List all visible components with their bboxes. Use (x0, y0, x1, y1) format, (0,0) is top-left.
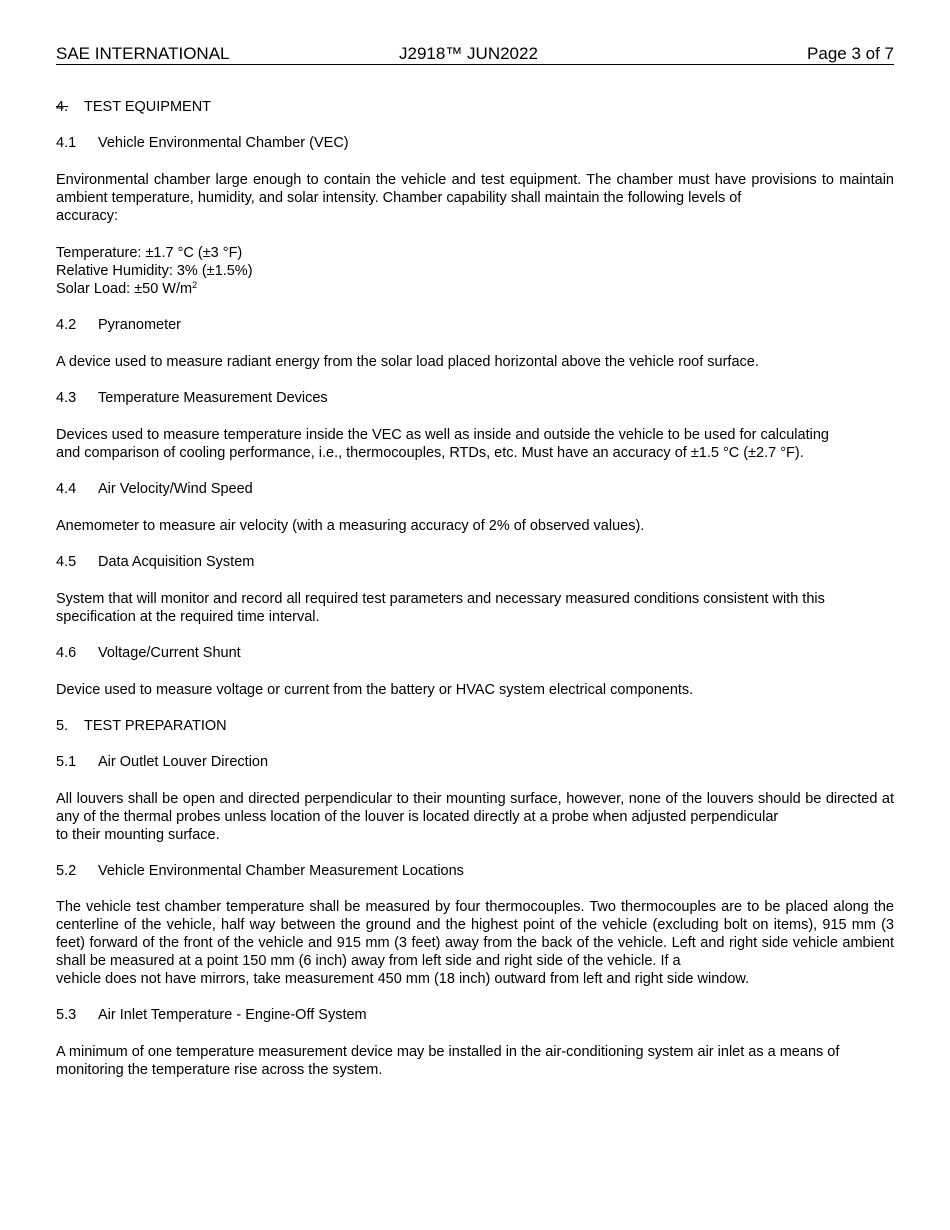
section-number: 4.3 (56, 390, 77, 406)
section-number: 5.2 (56, 863, 77, 879)
section-4-5-heading (56, 553, 894, 571)
section-number: 4.2 (56, 317, 77, 333)
section-title: TEST EQUIPMENT (84, 99, 212, 115)
header-organization: SAE INTERNATIONAL (56, 44, 230, 63)
paragraph-last-line: and comparison of cooling performance, i.e., thermocouples, RTDs, etc. Must have an accuracy of ±1.5 °C (±2.7 °F). (56, 445, 804, 461)
section-4-6-paragraph (56, 681, 894, 699)
section-number: 5.1 (56, 754, 77, 770)
section-5-1-heading (56, 753, 894, 771)
section-number: 4.5 (56, 554, 77, 570)
section-title: Vehicle Environmental Chamber Measurement Locations (98, 863, 464, 879)
section-5-3-heading (56, 1006, 894, 1024)
paragraph-text: Environmental chamber large enough to contain the vehicle and test equipment. The chamber must have provisions to maintain ambient temperature, humidity, and solar intensity. Chamber capability shall maintain the following levels of (56, 172, 894, 206)
solar-load-text: Solar Load: ±50 W/m (56, 281, 193, 297)
section-number: 5. (56, 718, 69, 734)
section-title: Vehicle Environmental Chamber (VEC) (98, 135, 349, 151)
paragraph-last-line: vehicle does not have mirrors, take measurement 450 mm (18 inch) outward from left and right side window. (56, 971, 750, 987)
section-4-heading (56, 98, 894, 116)
section-4-6-heading (56, 644, 894, 662)
section-number: 4.1 (56, 135, 77, 151)
section-5-2-paragraph (56, 898, 894, 988)
section-4-4-paragraph (56, 517, 894, 535)
section-title: TEST PREPARATION (84, 718, 227, 734)
section-4-3-heading (56, 389, 894, 407)
page-header (56, 44, 894, 65)
section-4-5-paragraph (56, 590, 894, 626)
paragraph-text: A minimum of one temperature measurement device may be installed in the air-conditioning system air inlet as a means of (56, 1044, 840, 1060)
section-4-2-paragraph (56, 353, 894, 371)
paragraph-last-line: specification at the required time interval. (56, 609, 320, 625)
section-title: Data Acquisition System (98, 554, 255, 570)
section-5-3-paragraph (56, 1043, 894, 1079)
accuracy-list (56, 244, 894, 298)
paragraph-last-line: accuracy: (56, 208, 119, 224)
paragraph-text: Devices used to measure temperature inside the VEC as well as inside and outside the vehicle to be used for calculating (56, 427, 829, 443)
section-4-2-heading (56, 316, 894, 334)
section-title: Air Inlet Temperature - Engine-Off System (98, 1007, 367, 1023)
section-5-heading (56, 717, 894, 735)
paragraph-text: The vehicle test chamber temperature shall be measured by four thermocouples. Two thermocouples are to be placed along the centerline of the vehicle, half way between the ground and the highest point of the vehicle (excluding bolt on items), 915 mm (3 feet) forward of the front of the vehicle and 915 mm (3 feet) away from the back of the vehicle. Left and right side vehicle ambient shall be measured at a point 150 mm (6 inch) away from left side and right side of the vehicle. If a (56, 899, 894, 969)
section-5-2-heading (56, 862, 894, 880)
section-number: 4.4 (56, 481, 77, 497)
section-title: Air Velocity/Wind Speed (98, 481, 253, 497)
section-4-1-heading (56, 134, 894, 152)
section-5-1-paragraph (56, 790, 894, 844)
section-number: 4.6 (56, 645, 77, 661)
superscript: 2 (192, 280, 198, 290)
section-number: 5.3 (56, 1007, 77, 1023)
section-4-3-paragraph (56, 426, 894, 462)
section-title: Air Outlet Louver Direction (98, 754, 269, 770)
section-4-1-paragraph (56, 171, 894, 225)
section-title: Pyranometer (98, 317, 182, 333)
section-number: 4. (56, 99, 69, 115)
paragraph-last-line: to their mounting surface. (56, 827, 220, 843)
paragraph-text: All louvers shall be open and directed perpendicular to their mounting surface, however, none of the louvers should be directed at any of the thermal probes unless location of the louver is located directly at a probe when adjusted perpendicular (56, 791, 894, 825)
paragraph-text: Anemometer to measure air velocity (with a measuring accuracy of 2% of observed values). (56, 518, 645, 534)
paragraph-last-line: monitoring the temperature rise across the system. (56, 1062, 383, 1078)
section-title: Voltage/Current Shunt (98, 645, 241, 661)
header-page-number: Page 3 of 7 (807, 44, 894, 63)
paragraph-text: Device used to measure voltage or current from the battery or HVAC system electrical components. (56, 682, 694, 698)
accuracy-humidity: Relative Humidity: 3% (±1.5%) (56, 263, 253, 279)
accuracy-temperature: Temperature: ±1.7 °C (±3 °F) (56, 245, 243, 261)
header-document-id: J2918™ JUN2022 (399, 44, 538, 63)
section-title: Temperature Measurement Devices (98, 390, 328, 406)
paragraph-text: A device used to measure radiant energy from the solar load placed horizontal above the vehicle roof surface. (56, 354, 759, 370)
accuracy-solar-load (56, 280, 894, 298)
section-4-4-heading (56, 480, 894, 498)
paragraph-text: System that will monitor and record all required test parameters and necessary measured conditions consistent with this (56, 591, 825, 607)
